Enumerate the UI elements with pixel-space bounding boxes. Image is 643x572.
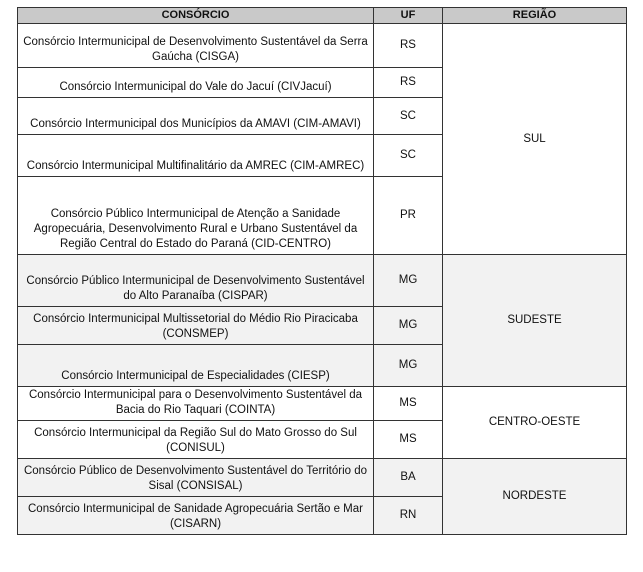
uf-cell: MS bbox=[374, 421, 443, 459]
consorcio-name: Consórcio Público Intermunicipal de Desenvolvimento Sustentável do Alto Paranaíba (CISPAR) bbox=[18, 255, 374, 307]
region-cell-sudeste: SUDESTE bbox=[443, 255, 627, 387]
uf-cell: BA bbox=[374, 459, 443, 497]
consorcio-name: Consórcio Intermunicipal de Sanidade Agropecuária Sertão e Mar (CISARN) bbox=[18, 497, 374, 535]
uf-cell: SC bbox=[374, 135, 443, 177]
consorcio-name: Consórcio Intermunicipal do Vale do Jacuí (CIVJacuí) bbox=[18, 68, 374, 98]
uf-cell: MS bbox=[374, 387, 443, 421]
region-cell-nordeste: NORDESTE bbox=[443, 459, 627, 535]
table-row bbox=[18, 387, 627, 421]
uf-cell: PR bbox=[374, 177, 443, 255]
region-cell-sul: SUL bbox=[443, 24, 627, 255]
region-cell-centro-oeste: CENTRO-OESTE bbox=[443, 387, 627, 459]
consorcio-name: Consórcio Público Intermunicipal de Atenção a Sanidade Agropecuária, Desenvolvimento Rural e Urbano Sustentável da Região Central do Estado do Paraná (CID-CENTRO) bbox=[18, 177, 374, 255]
consorcio-name: Consórcio Intermunicipal da Região Sul do Mato Grosso do Sul (CONISUL) bbox=[18, 421, 374, 459]
uf-cell: MG bbox=[374, 255, 443, 307]
uf-cell: MG bbox=[374, 345, 443, 387]
header-consorcio: CONSÓRCIO bbox=[18, 8, 374, 24]
consorcio-name: Consórcio Intermunicipal Multissetorial do Médio Rio Piracicaba (CONSMEP) bbox=[18, 307, 374, 345]
uf-cell: MG bbox=[374, 307, 443, 345]
table-row bbox=[18, 459, 627, 497]
table-row bbox=[18, 24, 627, 68]
consorcio-name: Consórcio Intermunicipal de Especialidades (CIESP) bbox=[18, 345, 374, 387]
uf-cell: RN bbox=[374, 497, 443, 535]
table-row bbox=[18, 255, 627, 307]
consorcio-name: Consórcio Intermunicipal de Desenvolvimento Sustentável da Serra Gaúcha (CISGA) bbox=[18, 24, 374, 68]
header-uf: UF bbox=[374, 8, 443, 24]
uf-cell: RS bbox=[374, 24, 443, 68]
consortia-table bbox=[17, 7, 627, 535]
header-row bbox=[18, 8, 627, 24]
header-regiao: REGIÃO bbox=[443, 8, 627, 24]
uf-cell: SC bbox=[374, 98, 443, 135]
consorcio-name: Consórcio Intermunicipal Multifinalitário da AMREC (CIM-AMREC) bbox=[18, 135, 374, 177]
consorcio-name: Consórcio Intermunicipal para o Desenvolvimento Sustentável da Bacia do Rio Taquari (COINTA) bbox=[18, 387, 374, 421]
consorcio-name: Consórcio Intermunicipal dos Municípios da AMAVI (CIM-AMAVI) bbox=[18, 98, 374, 135]
uf-cell: RS bbox=[374, 68, 443, 98]
consorcio-name: Consórcio Público de Desenvolvimento Sustentável do Território do Sisal (CONSISAL) bbox=[18, 459, 374, 497]
